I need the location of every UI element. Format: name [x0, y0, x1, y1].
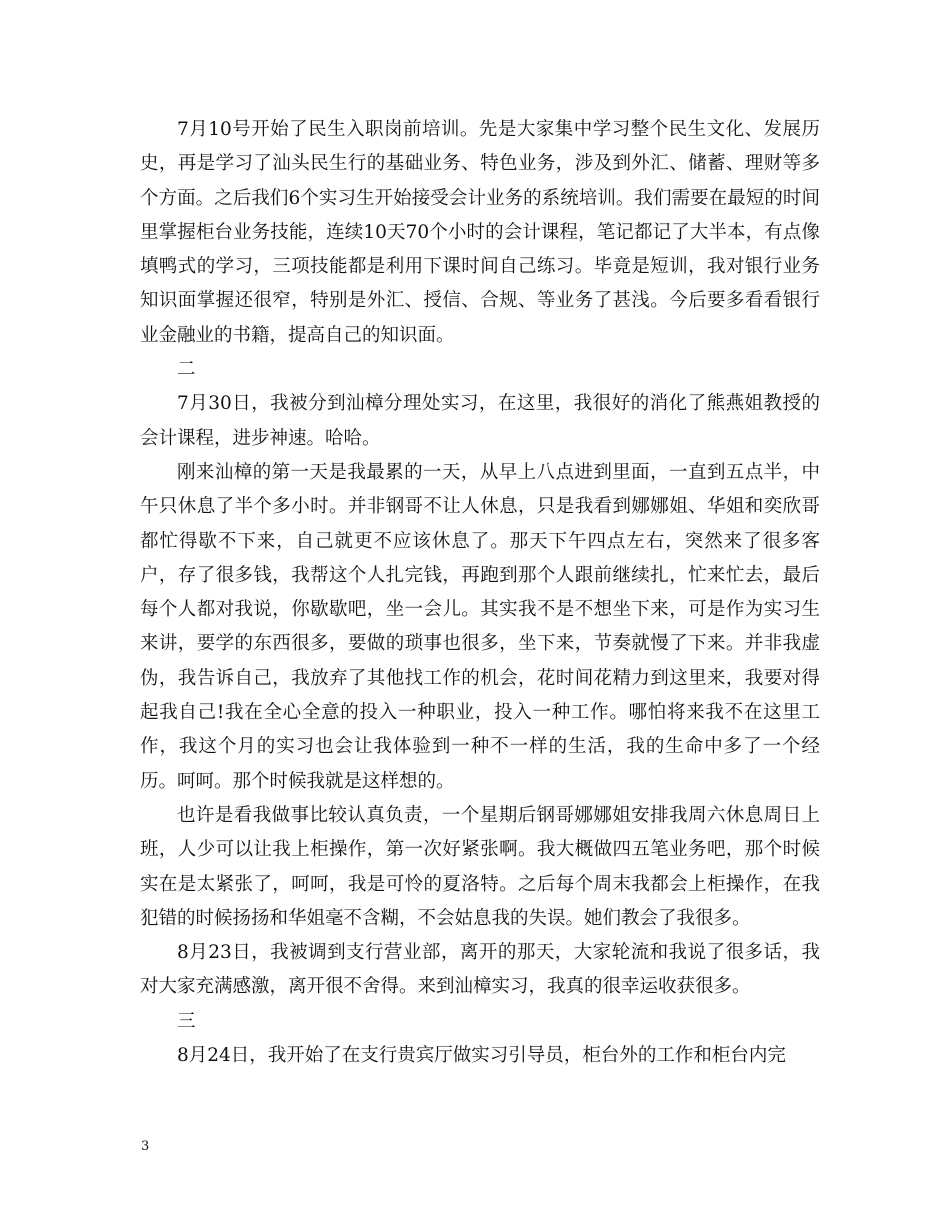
section-heading-two: 二 [177, 359, 196, 381]
paragraph-training: 7月10号开始了民生入职岗前培训。先是大家集中学习整个民生文化、发展历史，再是学习了汕头民生行的基础业务、特色业务，涉及到外汇、储蓄、理财等多个方面。之后我们6个实习生开始接受会计业务的系统培训。我们需要在最短的时间里掌握柜台业务技能，连续10天70个小时的会计课程，笔记都记了大半本，有点像填鸭式的学习，三项技能都是利用下课时间自己练习。毕竟是短训，我对银行业务知识面掌握还很窄，特别是外汇、授信、合规、等业务了甚浅。今后要多看看银行业金融业的书籍，提高自己的知识面。 [140, 119, 820, 346]
paragraph-first-day: 刚来汕樟的第一天是我最累的一天，从早上八点进到里面，一直到五点半，中午只休息了半个多小时。并非钢哥不让人休息，只是我看到娜娜姐、华姐和奕欣哥都忙得歇不下来，自己就更不应该休息了。那天下午四点左右，突然来了很多客户，存了很多钱，我帮这个人扎完钱，再跑到那个人跟前继续扎，忙来忙去，最后每个人都对我说，你歇歇吧，坐一会儿。其实我不是不想坐下来，可是作为实习生来讲，要学的东西很多，要做的琐事也很多，坐下来，节奏就慢了下来。并非我虚伪，我告诉自己，我放弃了其他找工作的机会，花时间花精力到这里来，我要对得起我自己!我在全心全意的投入一种职业，投入一种工作。哪怕将来我不在这里工作，我这个月的实习也会让我体验到一种不一样的生活，我的生命中多了一个经历。呵呵。那个时候我就是这样想的。 [140, 461, 820, 792]
paragraph-august-23: 8月23日，我被调到支行营业部，离开的那天，大家轮流和我说了很多话，我对大家充满感激，离开很不舍得。来到汕樟实习，我真的很幸运收获很多。 [140, 942, 820, 998]
section-heading-three: 三 [177, 1010, 196, 1032]
paragraph-weekend-work: 也许是看我做事比较认真负责，一个星期后钢哥娜娜姐安排我周六休息周日上班，人少可以让我上柜操作，第一次好紧张啊。我大概做四五笔业务吧，那个时候实在是太紧张了，呵呵，我是可怜的夏洛特。之后每个周末我都会上柜操作，在我犯错的时候扬扬和华姐毫不含糊，不会姑息我的失误。她们教会了我很多。 [140, 804, 820, 929]
body-text [140, 113, 820, 1073]
page-number: 3 [141, 1139, 150, 1154]
paragraph-july-30: 7月30日，我被分到汕樟分理处实习，在这里，我很好的消化了熊燕姐教授的会计课程，进步神速。哈哈。 [140, 393, 820, 449]
paragraph-august-24: 8月24日，我开始了在支行贵宾厅做实习引导员，柜台外的工作和柜台内完 [177, 1045, 786, 1067]
